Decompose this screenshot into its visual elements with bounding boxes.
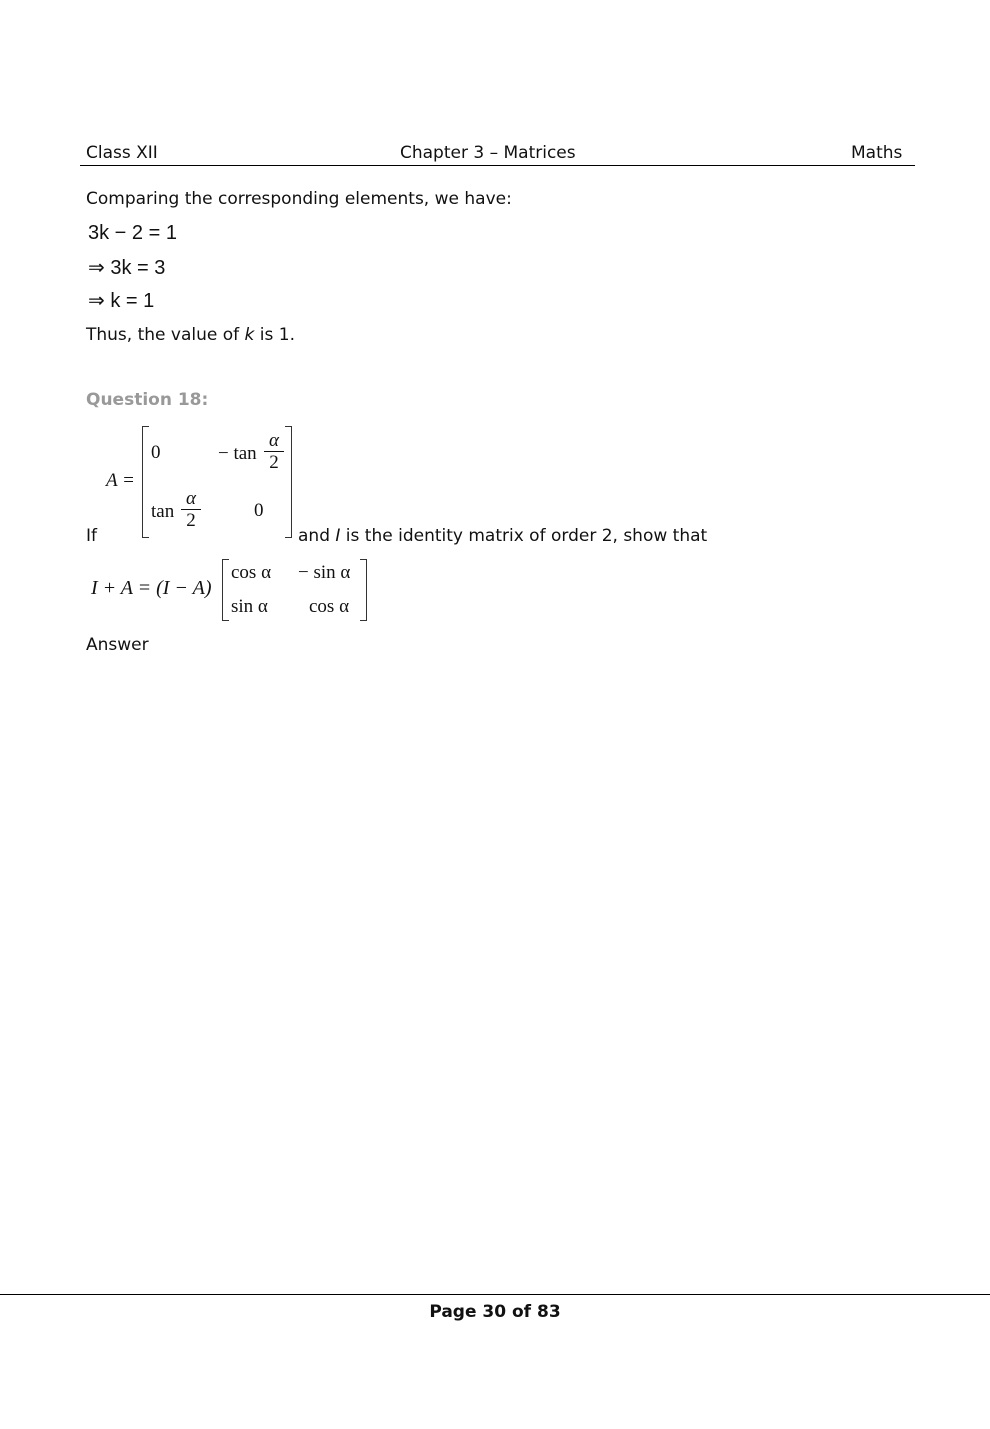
if-label: If — [86, 526, 97, 546]
a12-prefix: − tan — [218, 443, 257, 464]
fraction-alpha-over-2 — [181, 488, 201, 531]
question-title: Question 18: — [86, 390, 209, 410]
page-number: Page 30 of 83 — [429, 1302, 561, 1322]
statement-suffix: is the identity matrix of order 2, show that — [340, 526, 708, 546]
a11: 0 — [151, 442, 161, 463]
denominator: 2 — [186, 510, 196, 531]
conclusion-var: k — [244, 325, 255, 345]
step-3: ⇒ k = 1 — [88, 290, 155, 312]
fraction-alpha-over-2 — [264, 430, 284, 473]
header-class: Class XII — [86, 143, 158, 163]
footer-rule — [0, 1294, 990, 1295]
matrix-a-lhs: A = — [106, 470, 135, 491]
left-bracket — [222, 559, 229, 621]
conclusion-prefix: Thus, the value of — [86, 325, 245, 345]
m12: − sin α — [298, 562, 351, 583]
equation-lhs: I + A = (I − A) — [91, 577, 212, 599]
header-subject: Maths — [851, 143, 903, 163]
numerator: α — [186, 488, 196, 509]
conclusion-text — [86, 325, 295, 345]
m11: cos α — [231, 562, 272, 583]
intro-text: Comparing the corresponding elements, we have: — [86, 189, 512, 209]
answer-label: Answer — [86, 635, 149, 655]
a21-prefix: tan — [151, 501, 175, 522]
m22: cos α — [309, 596, 350, 617]
header-chapter: Chapter 3 – Matrices — [400, 143, 576, 163]
left-bracket — [142, 426, 149, 538]
right-bracket — [285, 426, 292, 538]
denominator: 2 — [269, 452, 279, 473]
statement-prefix: and — [298, 526, 336, 546]
conclusion-suffix: is 1. — [254, 325, 295, 345]
header-rule — [80, 165, 915, 166]
statement-var: I — [335, 526, 341, 546]
m21: sin α — [231, 596, 268, 617]
right-bracket — [360, 559, 367, 621]
a22: 0 — [254, 500, 264, 521]
step-1: 3k − 2 = 1 — [88, 222, 177, 244]
step-2: ⇒ 3k = 3 — [88, 257, 166, 279]
question-statement — [298, 526, 707, 546]
numerator: α — [269, 430, 279, 451]
